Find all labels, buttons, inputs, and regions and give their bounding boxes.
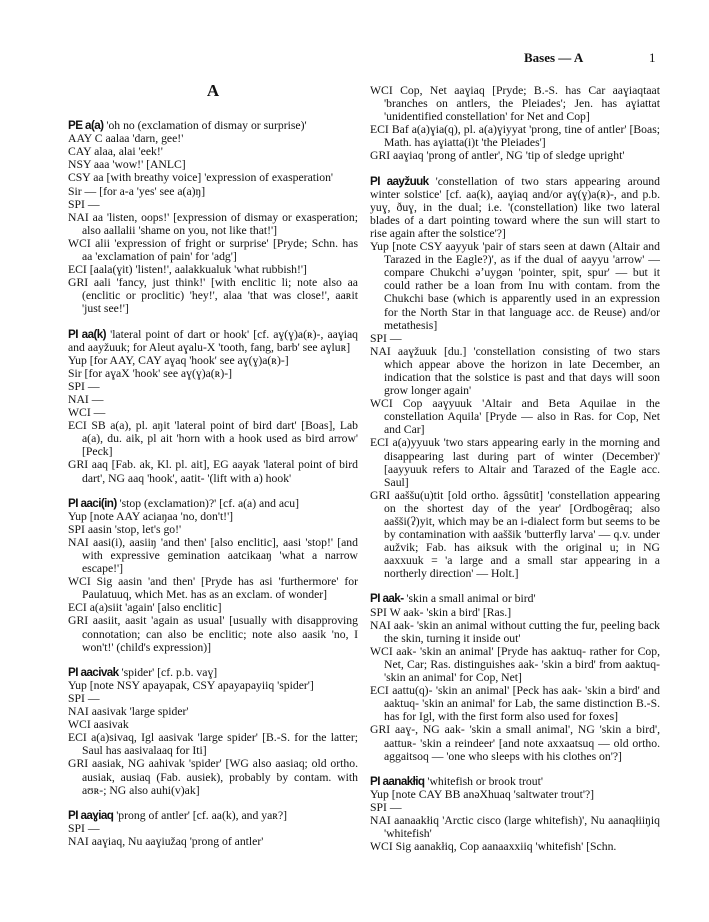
headword: PI aak- xyxy=(370,592,404,606)
entry-line: SPI aasin 'stop, let's go!' xyxy=(68,522,182,536)
entry-line: WCI aasivak xyxy=(68,718,129,732)
entry-line: SPI — xyxy=(68,821,100,835)
entry-line: GRI aasiak, NG aahivak 'spider' [WG also aasiaq; old ortho. ausiak, ausiaq (Fab. ausiek), probably by contam. with aʊʀ-; NG also auhi(v)ak] xyxy=(68,757,358,797)
left-column xyxy=(68,81,358,860)
headword: PI aacivak xyxy=(68,665,119,679)
entry-line: GRI aaɣ-, NG aak- 'skin a small animal', NG 'skin a bird', aattuʀ- 'skin a reindeer' [and note axxaatsuq — old ortho. aggaitsoq — 'one who sleeps with his clothes on'?] xyxy=(370,723,660,763)
headword-gloss: 'stop (exclamation)?' [cf. a(a) and acu] xyxy=(116,496,299,510)
entry-line: NSY aaa 'wow!' [ANLC] xyxy=(68,158,186,172)
entry-head xyxy=(68,119,358,132)
headword-gloss: 'lateral point of dart or hook' [cf. aɣ(ɣ)a(ʀ)-, aaɣiaq and aayžuuk; for Aleut aɣalu-X 'tooth, fang, barb' see aɣluʀ] xyxy=(68,327,358,354)
entry-line: NAI aasivak 'large spider' xyxy=(68,705,189,719)
headword: PI aaɣiaq xyxy=(68,808,114,822)
dictionary-entry xyxy=(370,84,660,163)
entry-head xyxy=(68,497,358,510)
entry-line: SPI — xyxy=(68,691,100,705)
entry-head xyxy=(68,809,358,822)
entry-line: SPI — xyxy=(370,331,402,345)
headword: PI aanakłiq xyxy=(370,774,425,788)
entry-line: SPI — xyxy=(370,800,402,814)
entry-line: Yup [note CAY BB anəXhuaq 'saltwater trout'?] xyxy=(370,787,595,801)
entry-line: ECI a(a)yyuuk 'two stars appearing early in the morning and disappearing last during part of winter (December)' [aayyuuk refers to Altair and Tarazed of the Eagle acc. Saul] xyxy=(370,436,660,489)
entry-head xyxy=(68,666,358,679)
entry-line: Yup [note CSY aayyuk 'pair of stars seen at dawn (Altair and Tarazed in the Eagle?)', as if the dual of aayyu 'arrow' — compare Chukchi əʼuygən 'pointer, spit, spur' — but it could rather be a loan from Inu with contam. from the Chukchi base (which is apparently used in an expression for the North Star in that language acc. de Reuse) and/or metathesis] xyxy=(370,240,660,332)
entry-line: CAY alaa, alai 'eek!' xyxy=(68,145,163,159)
entry-line: NAI aanaakłiq 'Arctic cisco (large whitefish)', Nu aanaqłiiŋiq 'whitefish' xyxy=(370,813,660,841)
entry-line: Sir — [for a-a 'yes' see a(a)ŋ] xyxy=(68,184,206,198)
entry-line: ECI [aala(ɣit) 'listen!', aalakkualuk 'what rubbish!'] xyxy=(68,263,307,277)
entry-line: CSY aa [with breathy voice] 'expression of exasperation' xyxy=(68,171,334,185)
entry-line: GRI aasiit, aasit 'again as usual' [usually with disapproving connotation; can also be enclitic; note also aasik 'no, I won't!' (child's expression)] xyxy=(68,614,358,654)
entry-line: ECI aattu(q)- 'skin an animal' [Peck has aak- 'skin a bird' and aaktuq- 'skin an animal' for Lab, the same distinction B.-S. has for Igl, with the first form also used for foxes] xyxy=(370,684,660,724)
headword: PI aayžuuk xyxy=(370,174,429,188)
headword-gloss: 'spider' [cf. p.b. vaɣ] xyxy=(118,665,218,679)
entry-line: GRI aaq [Fab. ak, Kl. pl. ait], EG aayak 'lateral point of bird dart', NG aaq 'hook', aatit- '(lift with a) hook' xyxy=(68,458,358,485)
entry-line: ECI Baf a(a)ɣia(q), pl. a(a)ɣiyyat 'prong, tine of antler' [Boas; Math. has aɣiatta(i)t 'the Pleiades'] xyxy=(370,123,660,150)
dictionary-entry xyxy=(68,119,358,315)
headword-gloss: 'prong of antler' [cf. aa(k), and yaʀ?] xyxy=(113,808,288,822)
entry-line: WCI alii 'expression of fright or surprise' [Pryde; Schn. has aa 'exclamation of pain' for 'adg'] xyxy=(68,236,358,264)
entry-line: WCI Cop aaɣyuuk 'Altair and Beta Aquilae in the constellation Aquila' [Pryde — also in Ras. for Cop, Net and Car] xyxy=(370,397,660,437)
entry-line: NAI aa 'listen, oops!' [expression of dismay or exasperation; also aallalii 'shame on you, not like that!'] xyxy=(68,210,358,237)
dictionary-entry xyxy=(68,328,358,485)
entry-line: NAI aaɣiaq, Nu aaɣiužaq 'prong of antler' xyxy=(68,834,264,848)
entry-line: NAI aaɣžuuk [du.] 'constellation consisting of two stars which appear above the horizon in late December, an indication that the solstice is past and that days will soon grow longer again' xyxy=(370,344,660,398)
entry-head xyxy=(370,775,660,788)
entry-line: SPI W aak- 'skin a bird' [Ras.] xyxy=(370,605,512,619)
dictionary-entry xyxy=(370,592,660,762)
entry-head xyxy=(68,328,358,354)
entry-line: AAY C aalaa 'darn, gee!' xyxy=(68,132,184,146)
section-letter: A xyxy=(206,81,220,100)
dictionary-entry xyxy=(370,175,660,581)
entry-head xyxy=(370,592,660,605)
headword: PI aa(k) xyxy=(68,327,106,341)
entry-line: NAI aak- 'skin an animal without cutting the fur, peeling back the skin, turning it inside out' xyxy=(370,618,660,645)
entry-line: ECI a(a)sivaq, Igl aasivak 'large spider' [B.-S. for the latter; Saul has aasivalaaq for Iti] xyxy=(68,731,358,758)
entry-line: NAI aasi(i), aasiiŋ 'and then' [also enclitic], aasi 'stop!' [and with expressive gemination aatcikaaŋ 'what a narrow escape!'] xyxy=(68,535,358,576)
entry-head xyxy=(370,175,660,240)
entry-line: WCI aak- 'skin an animal' [Pryde has aaktuq- rather for Cop, Net, Car; Ras. distinguishes aak- 'skin a bird' from aaktuq- 'skin an animal' for Cop, Net] xyxy=(370,644,660,685)
entry-line: SPI — xyxy=(68,379,100,393)
entry-line: Yup [note AAY aciaŋaa 'no, don't!'] xyxy=(68,509,234,523)
headword-gloss: 'skin a small animal or bird' xyxy=(403,592,536,606)
dictionary-entry xyxy=(68,666,358,797)
headword-gloss: 'whitefish or brook trout' xyxy=(424,774,543,788)
headword: PE a(a) xyxy=(68,119,104,133)
entry-line: WCI — xyxy=(68,406,106,420)
headword-gloss: 'oh no (exclamation of dismay or surprise)' xyxy=(103,119,307,133)
entry-line: GRI aaššu(u)tit [old ortho. âgssûtit] 'constellation appearing on the shortest day of the year' [Ordbogêraq; also aašši(ʔ)yit, which may be an i-dialect form but seems to be by contamination with aaššik 'butterfly larva' — q.v. under aužvik; Fab. has aiksuk with the original u; in NG aaxxuuk = 'a large and a small star appearing in a northerly direction' — Holt.] xyxy=(370,488,660,581)
page-number: 1 xyxy=(649,50,656,65)
dictionary-entry xyxy=(370,775,660,854)
headword-gloss: 'constellation of two stars appearing around winter solstice' [cf. aa(k), aaɣiaq and/or aɣ(ɣ)a(ʀ)-, and p.b. yuɣ, ðuɣ, in the dual; i.e. '(constellation) like two lateral blades of a dart pointing toward where the sun will start to rise again after the solstice'?] xyxy=(370,174,660,240)
entry-line: Yup [note NSY apayapak, CSY apayapayiiq 'spider'] xyxy=(68,678,314,692)
entry-line: Yup [for AAY, CAY aɣaq 'hook' see aɣ(ɣ)a(ʀ)-] xyxy=(68,353,289,367)
entry-line: WCI Cop, Net aaɣiaq [Pryde; B.-S. has Car aaɣiaqtaat 'branches on antlers, the Pleiades'; Jen. has aɣiattat 'unidentified constellation' for Net and Cop] xyxy=(370,84,660,124)
dictionary-entry xyxy=(68,497,358,654)
entry-line: Sir [for aɣaX 'hook' see aɣ(ɣ)a(ʀ)-] xyxy=(68,366,233,380)
entry-line: GRI aali 'fancy, just think!' [with enclitic li; note also aa (enclitic or proclitic) 'hey!', alaa 'that was close!', aaʀit 'just see!'] xyxy=(68,276,358,316)
entry-line: WCI Sig aasin 'and then' [Pryde has asi 'furthermore' for Paulatuuq, which Met. has as an exclam. of wonder] xyxy=(68,575,358,602)
entry-line: GRI aaɣiaq 'prong of antler', NG 'tip of sledge upright' xyxy=(370,149,625,163)
entry-line: NAI — xyxy=(68,392,104,406)
right-column xyxy=(370,84,660,865)
headword: PI aaci(in) xyxy=(68,496,117,510)
dictionary-entry xyxy=(68,809,358,848)
entry-line: ECI a(a)siit 'again' [also enclitic] xyxy=(68,601,222,615)
entry-line: SPI — xyxy=(68,197,100,211)
entry-line: WCI Sig aanakłiq, Cop aanaaxxiiq 'whitefish' [Schn. xyxy=(370,840,617,854)
entry-line: ECI SB a(a), pl. aŋit 'lateral point of bird dart' [Boas], Lab a(a), du. aik, pl ait 'horn with a hook used as bird arrow' [Peck] xyxy=(68,419,358,459)
running-title: Bases — A xyxy=(524,50,584,65)
